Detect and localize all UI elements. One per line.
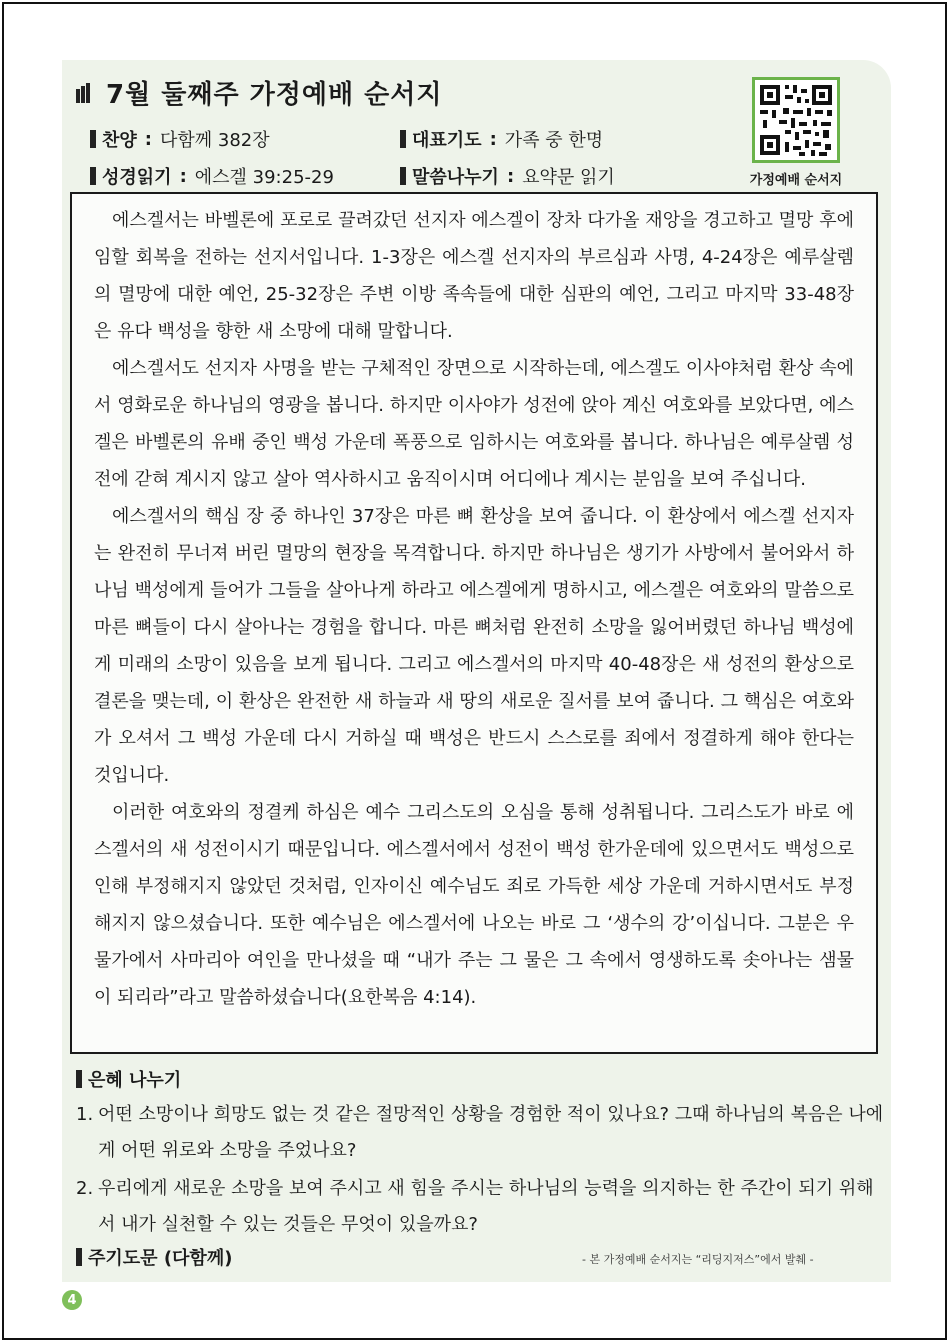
bullet-mark xyxy=(90,130,96,148)
colon: : xyxy=(489,128,497,150)
body-paragraph-2: 에스겔서도 선지자 사명을 받는 구체적인 장면으로 시작하는데, 에스겔도 이사야처럼 환상 속에서 영화로운 하나님의 영광을 봅니다. 하지만 이사야가 성전에 앉아 계신 여호와를 보았다면, 에스겔은 바벨론의 유배 중인 백성 가운데 폭풍으로 임하시는 여호와를 봅니다. 하나님은 예루살렘 성전에 갇혀 계시지 않고 살아 역사하시고 움직이시며 어디에나 계시는 분임을 보여 주십니다. xyxy=(94,358,854,490)
info-reading xyxy=(90,163,334,189)
grace-heading xyxy=(76,1066,181,1092)
page-title: 7월 둘째주 가정예배 순서지 xyxy=(106,80,443,110)
closing-heading xyxy=(76,1244,232,1270)
colon: : xyxy=(506,165,515,187)
question-text: 우리에게 새로운 소망을 보여 주시고 새 힘을 주시는 하나님의 능력을 의지하는 한 주간이 되기 위해서 내가 실천할 수 있는 것들은 무엇이 있을까요? xyxy=(98,1178,874,1235)
sharing-key: 말씀나누기 xyxy=(412,167,499,188)
summary-box xyxy=(70,192,878,1054)
title-row xyxy=(76,74,443,111)
document-icon xyxy=(76,83,90,103)
info-prayer xyxy=(400,126,603,152)
question-text: 어떤 소망이나 희망도 없는 것 같은 절망적인 상황을 경험한 적이 있나요? 그때 하나님의 복음은 나에게 어떤 위로와 소망을 주었나요? xyxy=(98,1104,884,1161)
bullet-mark xyxy=(400,167,406,185)
question-item xyxy=(76,1097,890,1169)
grace-heading-text: 은혜 나누기 xyxy=(88,1070,182,1091)
body-paragraph-4: 이러한 여호와의 정결케 하심은 예수 그리스도의 오심을 통해 성취됩니다. 그리스도가 바로 에스겔서의 새 성전이시기 때문입니다. 에스겔서에서 성전이 백성 한가운데에 있으면서도 백성으로 인해 부정해지지 않았던 것처럼, 인자이신 예수님도 죄로 가득한 세상 가운데 거하시면서도 부정해지지 않으셨습니다. 또한 예수님은 에스겔서에 나오는 바로 그 ‘생수의 강’이십니다. 그분은 우물가에서 사마리아 여인을 만나셨을 때 “내가 주는 그 물은 그 속에서 영생하도록 솟아나는 샘물이 되리라”라고 말씀하셨습니다(요한복음 4:14). xyxy=(94,802,854,1008)
question-list xyxy=(76,1097,890,1245)
body-paragraph-1: 에스겔서는 바벨론에 포로로 끌려갔던 선지자 에스겔이 장차 다가올 재앙을 경고하고 멸망 후에 임할 회복을 전하는 선지서입니다. 1-3장은 에스겔 선지자의 부르심과 사명, 4-24장은 예루살렘의 멸망에 대한 예언, 25-32장은 주변 이방 족속들에 대한 심판의 예언, 그리고 마지막 33-48장은 유다 백성을 향한 새 소망에 대해 말합니다. xyxy=(94,210,854,342)
source-footnote: - 본 가정예배 순서지는 “리딩지저스”에서 발췌 - xyxy=(582,1253,814,1266)
qr-label: 가정예배 순서지 xyxy=(749,173,843,188)
question-number: 2. xyxy=(76,1178,94,1199)
prayer-value: 가족 중 한명 xyxy=(504,130,604,151)
body-paragraph-3: 에스겔서의 핵심 장 중 하나인 37장은 마른 뼈 환상을 보여 줍니다. 이 환상에서 에스겔 선지자는 완전히 무너져 버린 멸망의 현장을 목격합니다. 하지만 하나님은 생기가 사방에서 불어와서 하나님 백성에게 들어가 그들을 살아나게 하라고 에스겔에게 명하시고, 에스겔은 여호와의 말씀으로 마른 뼈들이 다시 살아나는 경험을 합니다. 마른 뼈처럼 완전히 소망을 잃어버렸던 하나님 백성에게 미래의 소망이 있음을 보게 됩니다. 그리고 에스겔서의 마지막 40-48장은 새 성전의 환상으로 결론을 맺는데, 이 환상은 완전한 새 하늘과 새 땅의 새로운 질서를 보여 줍니다. 그 핵심은 여호와가 오셔서 그 백성 가운데 다시 거하실 때 백성은 반드시 스스로를 죄에서 정결하게 해야 한다는 것입니다. xyxy=(94,506,854,786)
bullet-mark xyxy=(90,167,96,185)
bullet-mark xyxy=(76,1070,82,1088)
qr-code-pattern xyxy=(755,80,837,160)
qr-code[interactable] xyxy=(752,77,840,163)
colon: : xyxy=(144,128,152,150)
colon: : xyxy=(179,165,187,187)
question-number: 1. xyxy=(76,1104,94,1125)
info-praise xyxy=(90,126,270,152)
prayer-key: 대표기도 xyxy=(412,130,482,151)
page-number: 4 xyxy=(62,1290,82,1310)
question-item xyxy=(76,1171,890,1243)
info-sharing xyxy=(400,163,615,189)
praise-key: 찬양 xyxy=(102,130,137,151)
praise-value: 다함께 382장 xyxy=(159,130,270,151)
reading-value: 에스겔 39:25-29 xyxy=(194,167,334,188)
reading-key: 성경읽기 xyxy=(102,167,172,188)
bullet-mark xyxy=(400,130,406,148)
closing-heading-text: 주기도문 (다함께) xyxy=(88,1248,233,1269)
sharing-value: 요약문 읽기 xyxy=(522,167,615,188)
bullet-mark xyxy=(76,1248,82,1266)
